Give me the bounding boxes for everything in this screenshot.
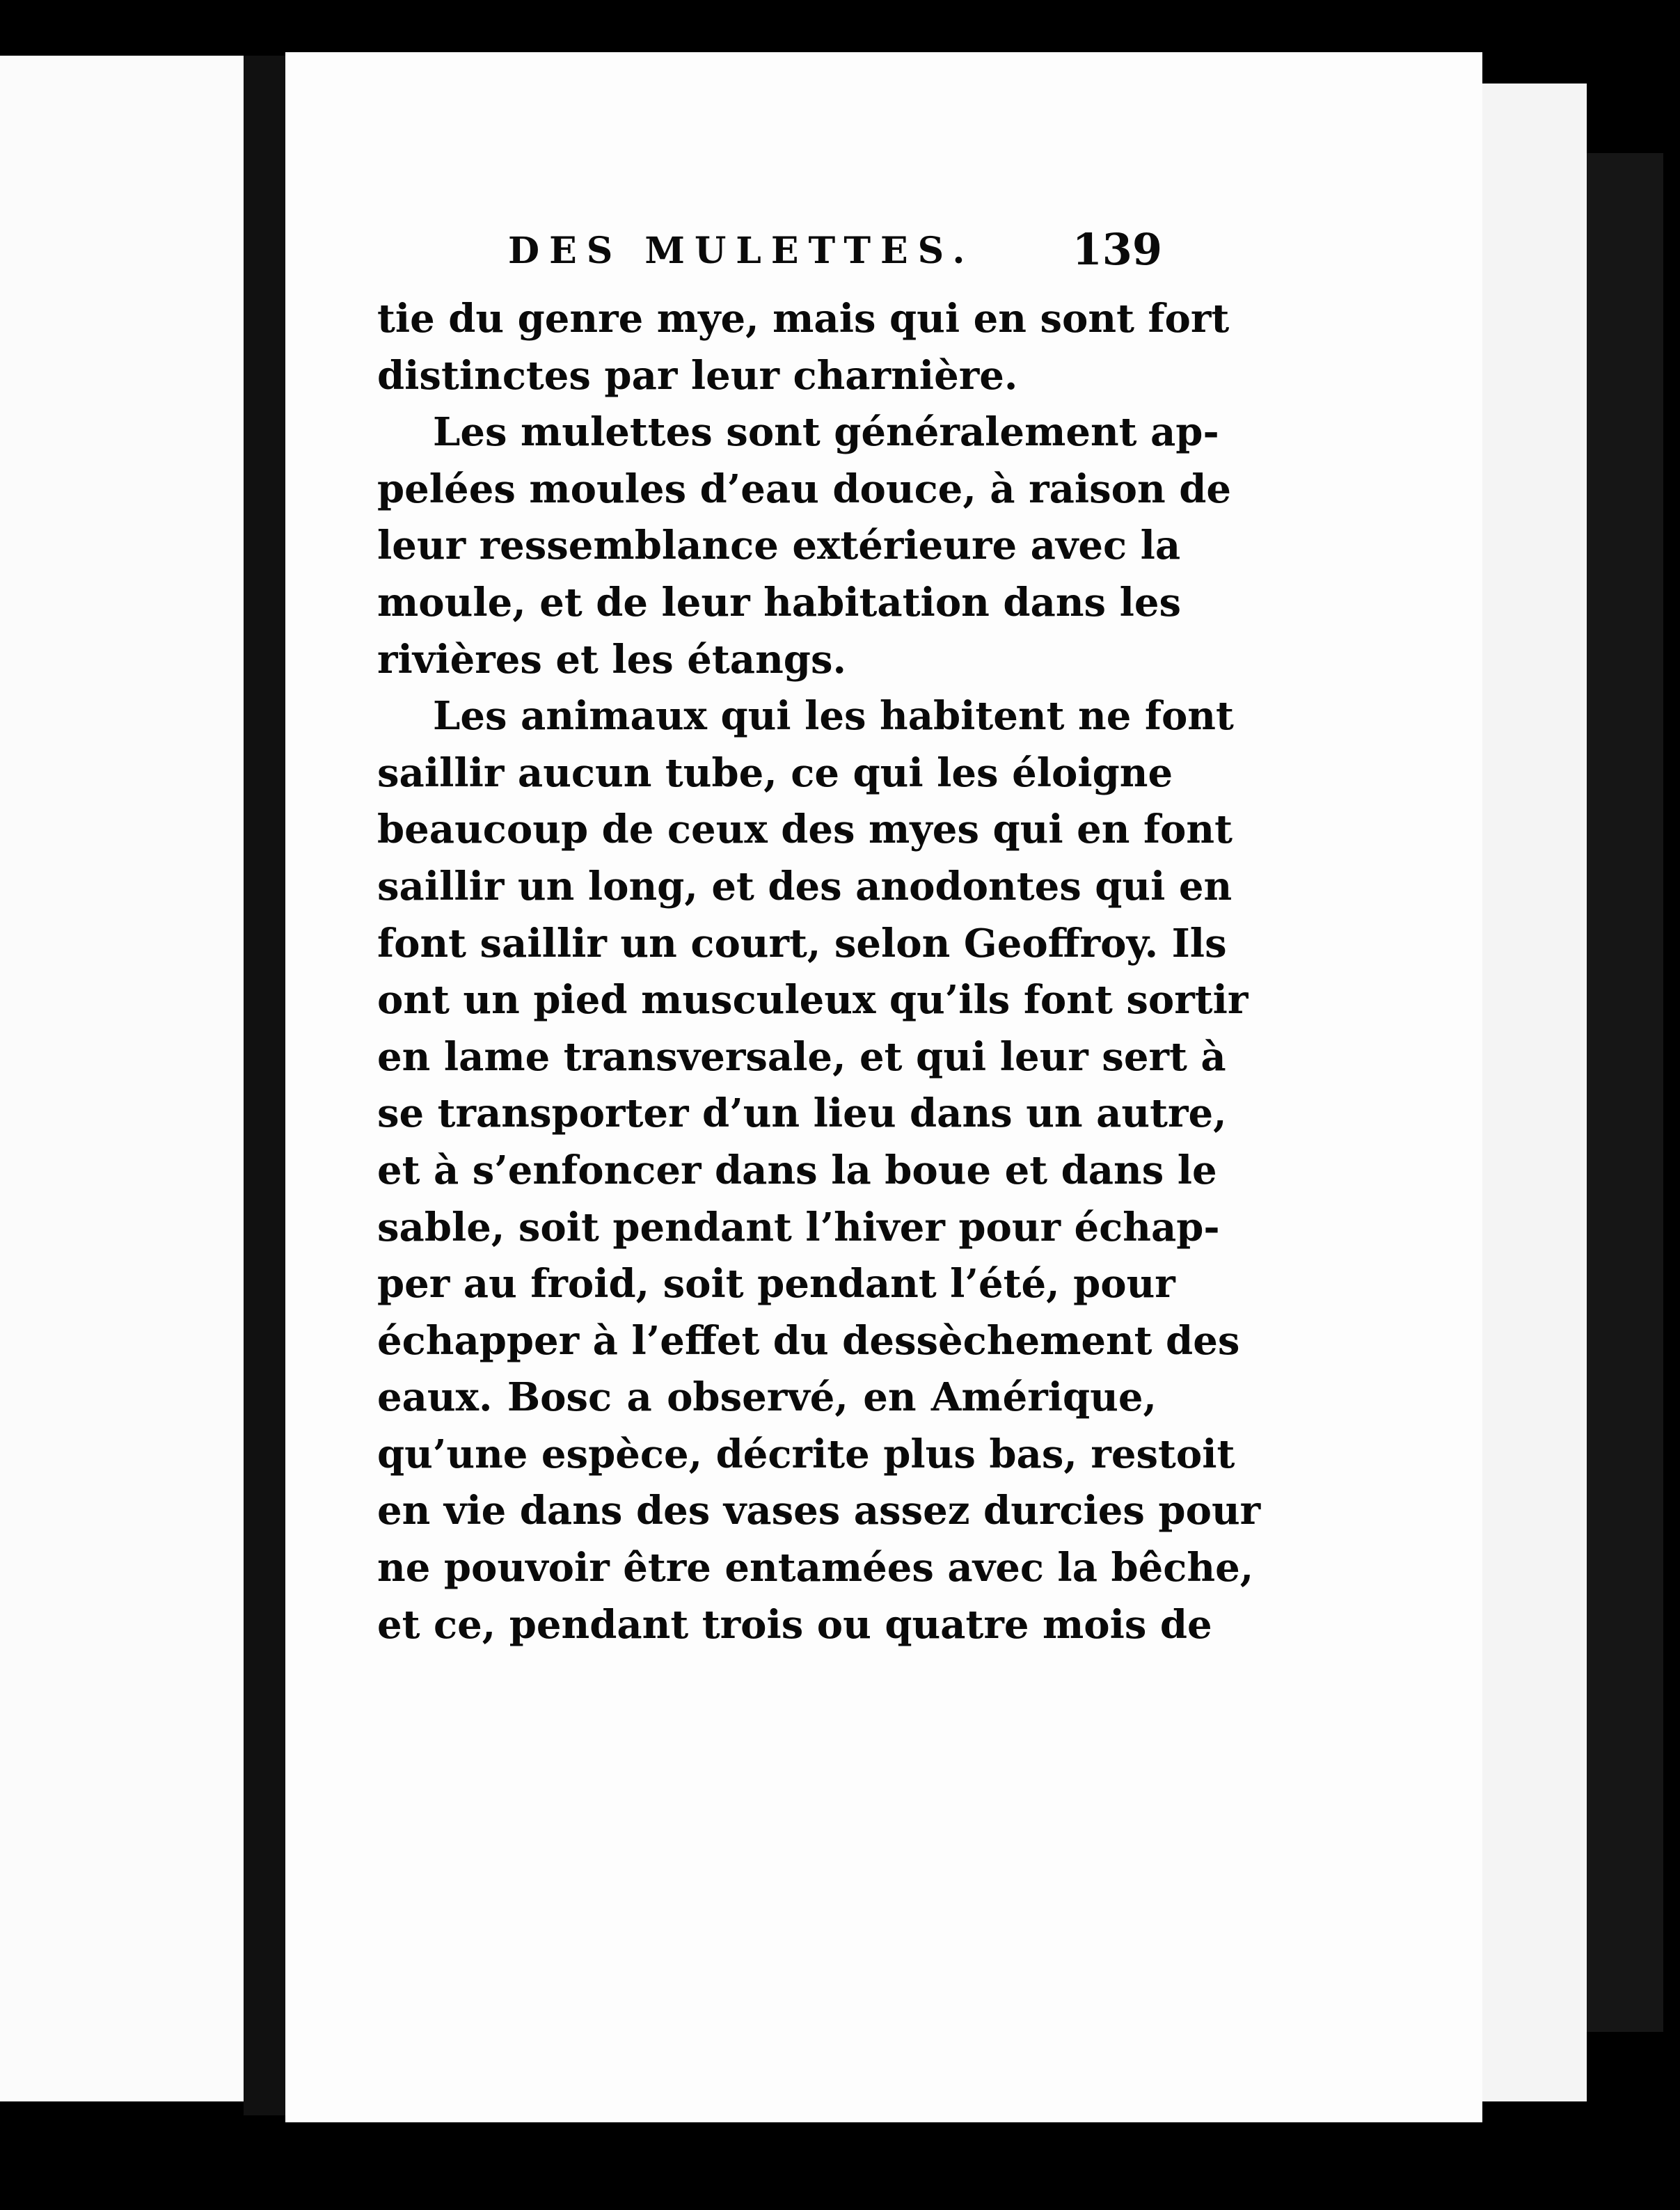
facing-page-line (0, 1520, 257, 1559)
facing-page-line (0, 1402, 257, 1441)
facing-page-line (0, 901, 257, 940)
text-line: eaux. Bosc a observé, en Amérique, (377, 1374, 1157, 1421)
text-line: leur ressemblance extérieure avec la (377, 523, 1181, 569)
text-line: per au froid, soit pendant l’été, pour (377, 1261, 1175, 1307)
text-line: saillir aucun tube, ce qui les éloigne (377, 749, 1173, 796)
text-line: rivières et les étangs. (377, 636, 846, 683)
text-line: distinctes par leur charnière. (377, 352, 1018, 399)
page-edge-right (1482, 84, 1587, 2101)
facing-page-line (0, 1458, 257, 1497)
facing-page-line (0, 376, 257, 415)
text-line: qu’une espèce, décrite plus bas, restoit (377, 1431, 1235, 1477)
text-line: et ce, pendant trois ou quatre mois de (377, 1601, 1212, 1648)
facing-page-line (0, 1106, 257, 1145)
facing-page-line (0, 1051, 257, 1090)
text-line: Les animaux qui les habitent ne font (433, 693, 1234, 740)
facing-page-line (0, 202, 257, 241)
facing-page-line (0, 1590, 257, 1629)
page-number: 139 (1072, 224, 1162, 275)
page-header (508, 224, 1162, 278)
text-line: Les mulettes sont généralement ap- (433, 409, 1219, 456)
running-head: DES MULETTES. (508, 230, 975, 272)
facing-page-line (0, 630, 257, 669)
text-line: beaucoup de ceux des myes qui en font (377, 806, 1233, 853)
facing-page-line (0, 1148, 257, 1187)
facing-page-line (0, 1646, 257, 1685)
text-line: et à s’enfoncer dans la boue et dans le (377, 1147, 1217, 1193)
text-line: saillir un long, et des anodontes qui en (377, 863, 1233, 909)
text-line: font saillir un court, selon Geoffroy. Ils (377, 920, 1227, 967)
text-line: ont un pied musculeux qu’ils font sortir (377, 977, 1249, 1024)
facing-page-line (0, 1346, 257, 1385)
text-line: se transporter d’un lieu dans un autre, (377, 1090, 1227, 1137)
facing-page-line (0, 1291, 257, 1330)
facing-page-line (0, 459, 257, 498)
text-line: pelées moules d’eau douce, à raison de (377, 466, 1232, 512)
book-cover-edge (1587, 153, 1663, 2032)
facing-page-line (0, 713, 257, 752)
facing-page-line (0, 317, 257, 356)
text-line: en vie dans des vases assez durcies pour (377, 1488, 1261, 1534)
text-line: échapper à l’effet du dessèchement des (377, 1317, 1240, 1364)
text-line: moule, et de leur habitation dans les (377, 579, 1181, 626)
facing-page-line (0, 574, 257, 613)
text-line: sable, soit pendant l’hiver pour échap- (377, 1204, 1220, 1250)
text-line: ne pouvoir être entamées avec la bêche, (377, 1545, 1254, 1591)
facing-page-line (0, 995, 257, 1034)
text-line: tie du genre mye, mais qui en sont fort (377, 296, 1230, 342)
body-text (377, 291, 1261, 1653)
text-line: en lame transversale, et qui leur sert à (377, 1033, 1226, 1080)
